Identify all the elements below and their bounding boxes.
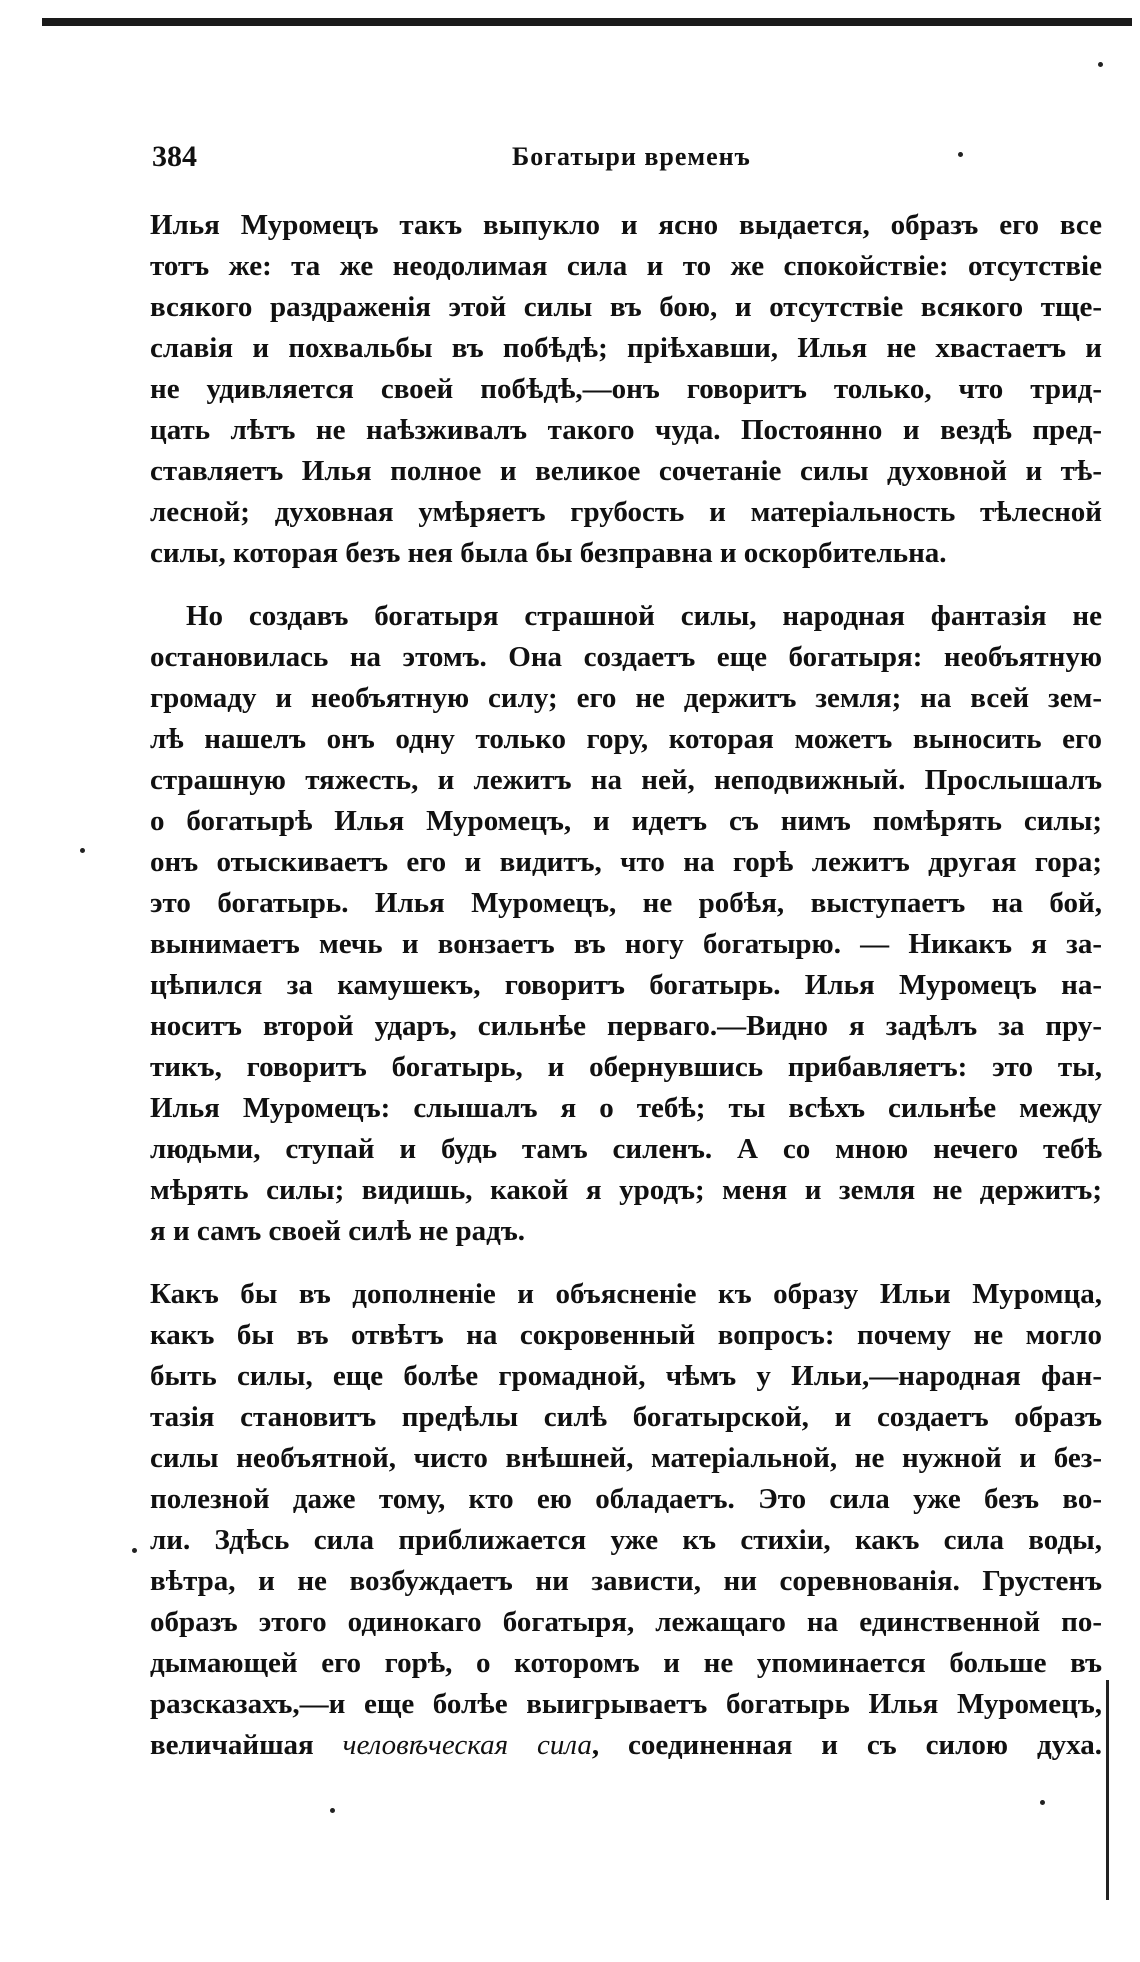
text-line: вѣтра, и не возбуждаетъ ни зависти, ни соревнованія. Грустенъ bbox=[150, 1565, 1102, 1597]
text-line: остановилась на этомъ. Она создаетъ еще богатыря: необъятную bbox=[150, 641, 1102, 673]
scan-speck bbox=[1098, 62, 1103, 67]
italic-phrase: человѣческая сила bbox=[342, 1729, 592, 1761]
text-line: цѣпился за камушекъ, говоритъ богатырь. Илья Муромецъ на- bbox=[150, 969, 1102, 1001]
scan-speck bbox=[330, 1808, 335, 1813]
text-line: цать лѣтъ не наѣзживалъ такого чуда. Постоянно и вездѣ пред- bbox=[150, 414, 1102, 446]
text-line: какъ бы въ отвѣтъ на сокровенный вопросъ: почему не могло bbox=[150, 1319, 1102, 1351]
text-line: Но создавъ богатыря страшной силы, народная фантазія не bbox=[186, 600, 1102, 632]
text-line: лѣ нашелъ онъ одну только гору, которая можетъ выносить его bbox=[150, 723, 1102, 755]
text-line: полезной даже тому, кто ею обладаетъ. Это сила уже безъ во- bbox=[150, 1483, 1102, 1515]
final-text-line bbox=[150, 1725, 1102, 1766]
page-number: 384 bbox=[152, 140, 197, 173]
text-line: о богатырѣ Илья Муромецъ, и идетъ съ нимъ помѣрять силы; bbox=[150, 805, 1102, 837]
text-line: я и самъ своей силѣ не радъ. bbox=[150, 1215, 525, 1247]
body-text bbox=[150, 205, 1102, 1788]
text-line: носитъ второй ударъ, сильнѣе перваго.—Видно я задѣлъ за пру- bbox=[150, 1010, 1102, 1042]
paragraph-3 bbox=[150, 1274, 1102, 1766]
text-line: всякого раздраженія этой силы въ бою, и отсутствіе всякого тще- bbox=[150, 291, 1102, 323]
text-line: силы, которая безъ нея была бы безправна и оскорбительна. bbox=[150, 537, 947, 569]
text-line: славія и похвальбы въ побѣдѣ; пріѣхавши, Илья не хвастаетъ и bbox=[150, 332, 1102, 364]
scan-speck bbox=[80, 848, 85, 853]
text-line: силы необъятной, чисто внѣшней, матеріальной, не нужной и без- bbox=[150, 1442, 1102, 1474]
text-line: тотъ же: та же неодолимая сила и то же спокойствіе: отсутствіе bbox=[150, 250, 1102, 282]
final-line-end: , соединенная и съ силою духа. bbox=[591, 1729, 1103, 1761]
text-line: мѣрять силы; видишь, какой я уродъ; меня и земля не держитъ; bbox=[150, 1174, 1102, 1206]
running-head: Богатыри временъ bbox=[512, 142, 751, 171]
text-line: не удивляется своей побѣдѣ,—онъ говоритъ только, что трид- bbox=[150, 373, 1102, 405]
text-line: дымающей его горѣ, о которомъ и не упоминается больше въ bbox=[150, 1647, 1102, 1679]
text-line: страшную тяжесть, и лежитъ на ней, неподвижный. Прослышалъ bbox=[150, 764, 1102, 796]
scan-speck bbox=[1040, 1800, 1045, 1805]
text-line: вынимаетъ мечь и вонзаетъ въ ногу богатырю. — Никакъ я за- bbox=[150, 928, 1102, 960]
text-line: онъ отыскиваетъ его и видитъ, что на горѣ лежитъ другая гора; bbox=[150, 846, 1102, 878]
scan-speck bbox=[132, 1548, 137, 1553]
text-line: людьми, ступай и будь тамъ силенъ. А со мною нечего тебѣ bbox=[150, 1133, 1102, 1165]
text-line: Какъ бы въ дополненіе и объясненіе къ образу Ильи Муромца, bbox=[150, 1278, 1102, 1310]
text-line: ставляетъ Илья полное и великое сочетаніе силы духовной и тѣ- bbox=[150, 455, 1102, 487]
text-line: образъ этого одинокаго богатыря, лежащаго на единственной по- bbox=[150, 1606, 1102, 1638]
text-line: Илья Муромецъ: слышалъ я о тебѣ; ты всѣхъ сильнѣе между bbox=[150, 1092, 1102, 1124]
top-border-rule bbox=[42, 18, 1132, 26]
text-line: громаду и необъятную силу; его не держитъ земля; на всей зем- bbox=[150, 682, 1102, 714]
text-line: тазія становитъ предѣлы силѣ богатырской, и создаетъ образъ bbox=[150, 1401, 1102, 1433]
paragraph-1 bbox=[150, 205, 1102, 574]
text-line: это богатырь. Илья Муромецъ, не робѣя, выступаетъ на бой, bbox=[150, 887, 1102, 919]
text-line: быть силы, еще болѣе громадной, чѣмъ у Ильи,—народная фан- bbox=[150, 1360, 1102, 1392]
final-line-start: величайшая bbox=[150, 1729, 343, 1761]
text-line: ли. Здѣсь сила приближается уже къ стихіи, какъ сила воды, bbox=[150, 1524, 1102, 1556]
scan-speck bbox=[958, 152, 963, 157]
text-line: тикъ, говоритъ богатырь, и обернувшись прибавляетъ: это ты, bbox=[150, 1051, 1102, 1083]
right-margin-rule bbox=[1106, 1680, 1109, 1900]
text-line: разсказахъ,—и еще болѣе выигрываетъ богатырь Илья Муромецъ, bbox=[150, 1688, 1102, 1720]
text-line: лесной; духовная умѣряетъ грубость и матеріальность тѣлесной bbox=[150, 496, 1102, 528]
page-header bbox=[152, 140, 1002, 180]
paragraph-2 bbox=[150, 596, 1102, 1252]
text-line: Илья Муромецъ такъ выпукло и ясно выдается, образъ его все bbox=[150, 209, 1102, 241]
